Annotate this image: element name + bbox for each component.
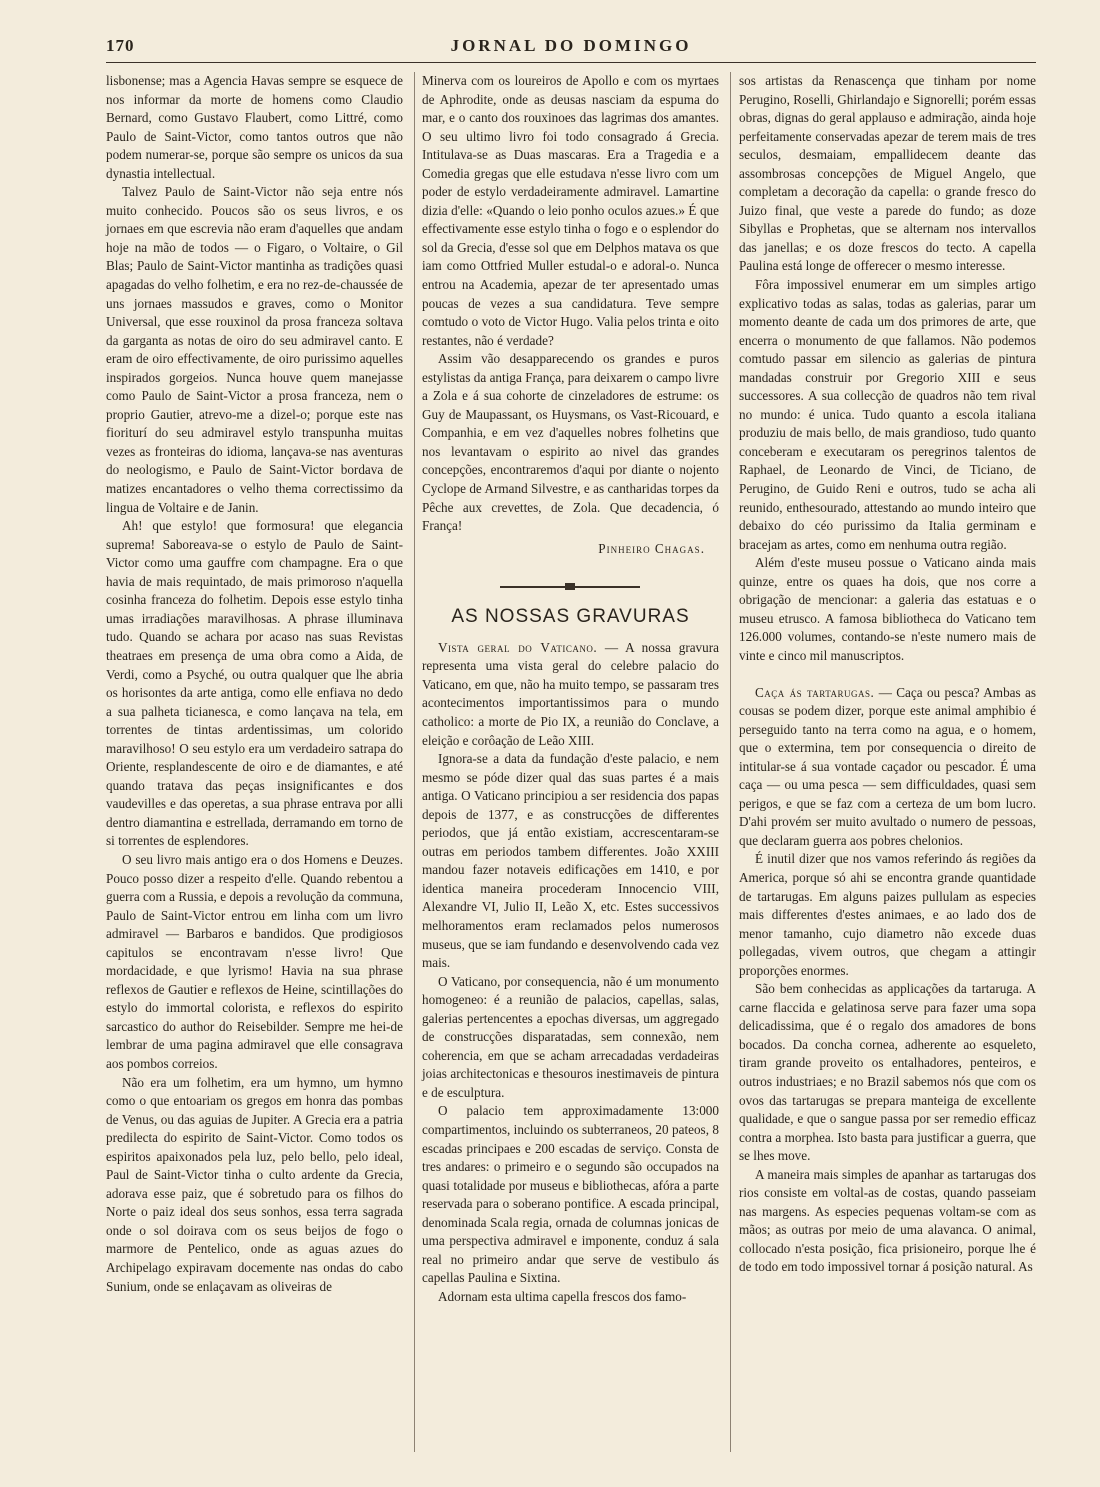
- paragraph: Ah! que estylo! que formosura! que elegancia suprema! Saboreava-se o estylo de Paulo de Saint-Victor como uma gauffre com champagne. Era o que havia de mais requintado, de mais primoroso n'aquella cosinha franceza do folhetim. Depois esse estylo tinha umas irradiações maravilhosas. A phrase illuminava tudo. Quando se achara por acaso nas suas Revistas theatraes em presença de uma obra como a Aida, de Verdi, como a Psyché, ou outra qualquer que lhe abria os horisontes da arte antiga, como elle enfiava no dedo a sua palheta ticianesca, e como lançava na tela, em torrentes de tintas ardentissimas, um colorido maravilhoso! O seu estylo era um verdadeiro satrapa do Oriente, resplandescente de oiro e de diamantes, e até quando tratava das peças insignificantes e dos vaudevilles e das operetas, a sua phrase entrava por alli dentro diamantina e estrellada, derramando em torno de si torrentes de esplendores.: [106, 518, 403, 849]
- paragraph: — Caça ou pesca? Ambas as cousas se podem dizer, porque este animal amphibio é perseguido tanto na terra como na agua, e o homem, que o extermina, tem por consequencia o direito de intitular-se á sua vontade caçador ou pescador. É uma caça — ou uma pesca — sem difficuldades, quasi sem perigos, e que se faz com a certeza de um bom lucro. D'ahi provém ser muito avultado o numero de pessoas, que declaram guerra aos pobres chelonios.: [739, 684, 1036, 848]
- column-divider-2: [730, 72, 731, 1452]
- paragraph: É inutil dizer que nos vamos referindo ás regiões da America, porque só ahi se encontra grande quantidade de tartarugas. Em alguns paizes pullulam as especies mais differentes d'estes animaes, e ao lado dos de menor tamanho, cujo diametro não excede duas pollegadas, vivem outros, que chegam a attingir proporções enormes.: [739, 851, 1036, 978]
- article-lead-turtles: Caça ás tartarugas.: [755, 684, 875, 700]
- paragraph: Fôra impossivel enumerar em um simples artigo explicativo todas as salas, todas as galerias, parar um momento deante de cada um dos primores de arte, que encerra o monumento de que fallamos. Não podemos comtudo passar em silencio as galerias de pintura mandadas construir por Gregorio XIII e seus successores. A sua collecção de quadros não tem rival no mundo: é unica. Tudo quanto a escola italiana produziu de mais bello, de mais grandioso, tudo quanto conceberam e executaram os peregrinos talentos de Raphael, de Leonardo de Vinci, de Ticiano, de Perugino, de Guido Reni e outros, tudo se acha ali reunido, enthesourado, attestando ao mundo inteiro que debaixo do céo purissimo da Italia germinam e bracejam as artes, como em nenhuma outra região.: [739, 277, 1036, 552]
- paragraph: A maneira mais simples de apanhar as tartarugas dos rios consiste em voltal-as de costas, quando passeiam nas margens. As especies pequenas voltam-se com as mãos; as outras por meio de uma alavanca. O animal, collocado n'esta posição, fica prisioneiro, porque lhe é de todo em todo impossivel tornar á posição natural. As: [739, 1166, 1036, 1275]
- paragraph: lisbonense; mas a Agencia Havas sempre se esquece de nos informar da morte de homens como Claudio Bernard, como Gustavo Flaubert, como Littré, como Paulo de Saint-Victor, como tantos outros que não podem numerar-se, porque são sempre os unicos da sua dynastia intellectual.: [106, 73, 403, 181]
- column-1: [106, 72, 403, 1296]
- section-title: AS NOSSAS GRAVURAS: [451, 606, 690, 628]
- article-lead-vatican: Vista geral do Vaticano.: [438, 639, 598, 655]
- paragraph: Assim vão desapparecendo os grandes e puros estylistas da antiga França, para deixarem o campo livre a Zola e á sua cohorte de cinzeladores de estrume: os Guy de Maupassant, os Huysmans, os Vast-Ricouard, e Companhia, e em vez d'aquelles nobres folhetins que nos levantavam o espirito ao nivel das grandes concepções, encontraremos d'aqui por diante o nojento Cyclope de Armand Silvestre, e as cantharidas torpes da Pêche aux crevettes, de Zola. Que decadencia, ó França!: [422, 351, 719, 534]
- paragraph: Adornam esta ultima capella frescos dos famo-: [438, 1288, 687, 1304]
- paragraph: Não era um folhetim, era um hymno, um hymno como o que entoariam os gregos em honra das pombas de Venus, ou das aguias de Jupiter. A Grecia era a patria predilecta do espirito de Saint-Victor. Como todos os espiritos apaixonados pela luz, pelo bello, pelo ideal, Paul de Saint-Victor tinha o culto ardente da Grecia, adorava esse paiz, que é sobretudo para os filhos do Norte o paiz ideal dos seus sonhos, essa terra sagrada onde o sol doirava com os seus beijos de fogo o marmore de Pentelico, onde as aguas azues do Archipelago expiravam docemente nas ondas do cabo Sunium, onde se enlaçavam as oliveiras de: [106, 1074, 403, 1294]
- paragraph: O seu livro mais antigo era o dos Homens e Deuzes. Pouco posso dizer a respeito d'elle. Quando rebentou a guerra com a Russia, e depois a revolução da communa, Paulo de Saint-Victor entrou em linha com um livro admiravel — Barbaros e bandidos. Que prodigiosos capitulos se encontravam n'esse livro! Que mordacidade, e que lyrismo! Havia na sua phrase reflexos de Gautier e reflexos de Heine, scintillações do estylo do immortal colorista, e reflexos do espirito sarcastico do author do Reisebilder. Sempre me hei-de lembrar de uma pagina admiravel que elle consagrava aos pombos correios.: [106, 851, 403, 1071]
- paragraph: Além d'este museu possue o Vaticano ainda mais quinze, entre os quaes ha dois, que nos corre a obrigação de mencionar: a galeria das estatuas e o museu etrusco. A famosa bibliotheca do Vaticano tem 126.000 volumes, contando-se n'este numero mais de vinte e cinco mil manuscriptos.: [739, 555, 1036, 663]
- author-signature: Pinheiro Chagas.: [598, 540, 705, 556]
- page-number: 170: [106, 36, 135, 55]
- journal-title: JORNAL DO DOMINGO: [450, 36, 692, 55]
- paragraph: O palacio tem approximadamente 13:000 compartimentos, incluindo os subterraneos, 20 pateos, 8 escadas principaes e 200 escadas de serviço. Consta de tres andares: o primeiro e o segundo são occupados na quasi totalidade por museus e bibliothecas, afóra a parte reservada para o soberano pontifice. A escada principal, denominada Scala regia, ornada de columnas jonicas de uma perspectiva admiravel e imponente, conduz á sala real no primeiro andar que serve de vestibulo ás capellas Paulina e Sixtina.: [422, 1103, 719, 1286]
- paragraph: sos artistas da Renascença que tinham por nome Perugino, Roselli, Ghirlandajo e Signorelli; porém essas obras, dignas do geral applauso e admiração, ainda hoje perfeitamente conservadas apezar de terem mais de tres seculos, desmaiam, empallidecem deante das assombrosas concepções de Miguel Angelo, que completam a decoração da capella: o grande fresco do Juizo final, que veste a parede do fundo; as doze Sibyllas e Prophetas, que se alternam nos intervallos das janellas; e os doze frescos do tecto. A capella Paulina está longe de offerecer o mesmo interesse.: [739, 73, 1036, 274]
- paragraph: Minerva com os loureiros de Apollo e com os myrtaes de Aphrodite, onde as deusas nasciam da espuma do mar, e o canto dos rouxinoes das lagrimas dos amantes. O seu ultimo livro foi todo consagrado á Grecia. Intitulava-se as Duas mascaras. Era a Tragedia e a Comedia gregas que elle estudava n'esse livro com um poder de estylo verdadeiramente admiravel. Lamartine dizia d'elle: «Quando o leio ponho oculos azues.» É que effectivamente esse estylo tinha o fogo e o esplendor do sol da Grecia, d'esse sol que em Delphos matava os que iam como Ottfried Muller estudal-o e adoral-o. Nunca entrou na Academia, apezar de ter apresentado umas poucas de vezes a sua candidatura. Teve sempre comtudo o voto de Victor Hugo. Valia pelos trinta e oito restantes, não é verdade?: [422, 73, 719, 348]
- article-gap: [739, 666, 1036, 684]
- paragraph: O Vaticano, por consequencia, não é um monumento homogeneo: é a reunião de palacios, capellas, salas, galerias pertencentes a epochas diversas, um aggregado de construcções disparatadas, sem connexão, nem coherencia, em que se acham arrecadadas verdadeiras joias architectonicas e thesouros inestimaveis de pintura e de esculptura.: [422, 973, 719, 1100]
- column-2: [422, 72, 719, 1306]
- page-header: [106, 36, 1036, 63]
- paragraph: — A nossa gravura representa uma vista geral do celebre palacio do Vaticano, em que, não ha muito tempo, se passaram tres acontecimentos importantissimos para o mundo catholico: a morte de Pio IX, a reunião do Conclave, a eleição e corôação de Leão XIII.: [422, 639, 719, 748]
- column-divider-1: [414, 72, 415, 1452]
- section-ornament: [422, 580, 719, 594]
- column-3: [739, 72, 1036, 1277]
- paragraph: São bem conhecidas as applicações da tartaruga. A carne flaccida e gelatinosa serve para fazer uma sopa delicadissima, que é o regalo dos amadores de bons bocados. Da concha cornea, adherente ao esqueleto, tiram grande proveito os entalhadores, penteiros, e outros industriaes; e no Brazil sabemos nós que com os ovos das tartarugas se prepara manteiga de excellente qualidade, e que o sangue passa por ser remedio efficaz contra a morphea. Isto basta para justificar a guerra, que se lhes move.: [739, 981, 1036, 1164]
- paragraph: Talvez Paulo de Saint-Victor não seja entre nós muito conhecido. Poucos são os seus livros, e os jornaes em que escrevia não eram d'aquelles que andam hoje na mão de todos — o Figaro, o Voltaire, o Gil Blas; Paulo de Saint-Victor mantinha as tradições quasi apagadas do velho folhetim, e era no rez-de-chaussée de uns jornaes massudos e graves, como o Monitor Universal, que esse rouxinol da prosa franceza soltava da garganta as notas de oiro do seu admiravel canto. E eram de oiro effectivamente, de oiro purissimo aquelles inspirados gorgeios. Nunca houve quem manejasse como Paulo de Saint-Victor a prosa franceza, nem o proprio Gautier, atrevo-me a dizel-o; porque este nas fioriturí do seu admiravel estylo transpunha muitas vezes as fronteiras do idioma, lançava-se nas aventuras do neologismo, e Paulo de Saint-Victor bordava de matizes encantadores o velho thema correctissimo da lingua de Voltaire e de Janin.: [106, 184, 403, 515]
- paragraph: Ignora-se a data da fundação d'este palacio, e nem mesmo se póde dizer qual das suas partes é a mais antiga. O Vaticano principiou a ser residencia dos papas depois de 1377, e as construcções de differentes periodos, que já então existiam, accrescentaram-se outras em periodos tambem differentes. João XXIII mandou fazer notaveis edificações em 1410, e por identica maneira procederam Innocencio VIII, Alexandre VI, Julio II, Leão X, etc. Estes successivos melhoramentos eram reclamados pelos numerosos museus, que se iam fundando e desenvolvendo cada vez mais.: [422, 751, 719, 971]
